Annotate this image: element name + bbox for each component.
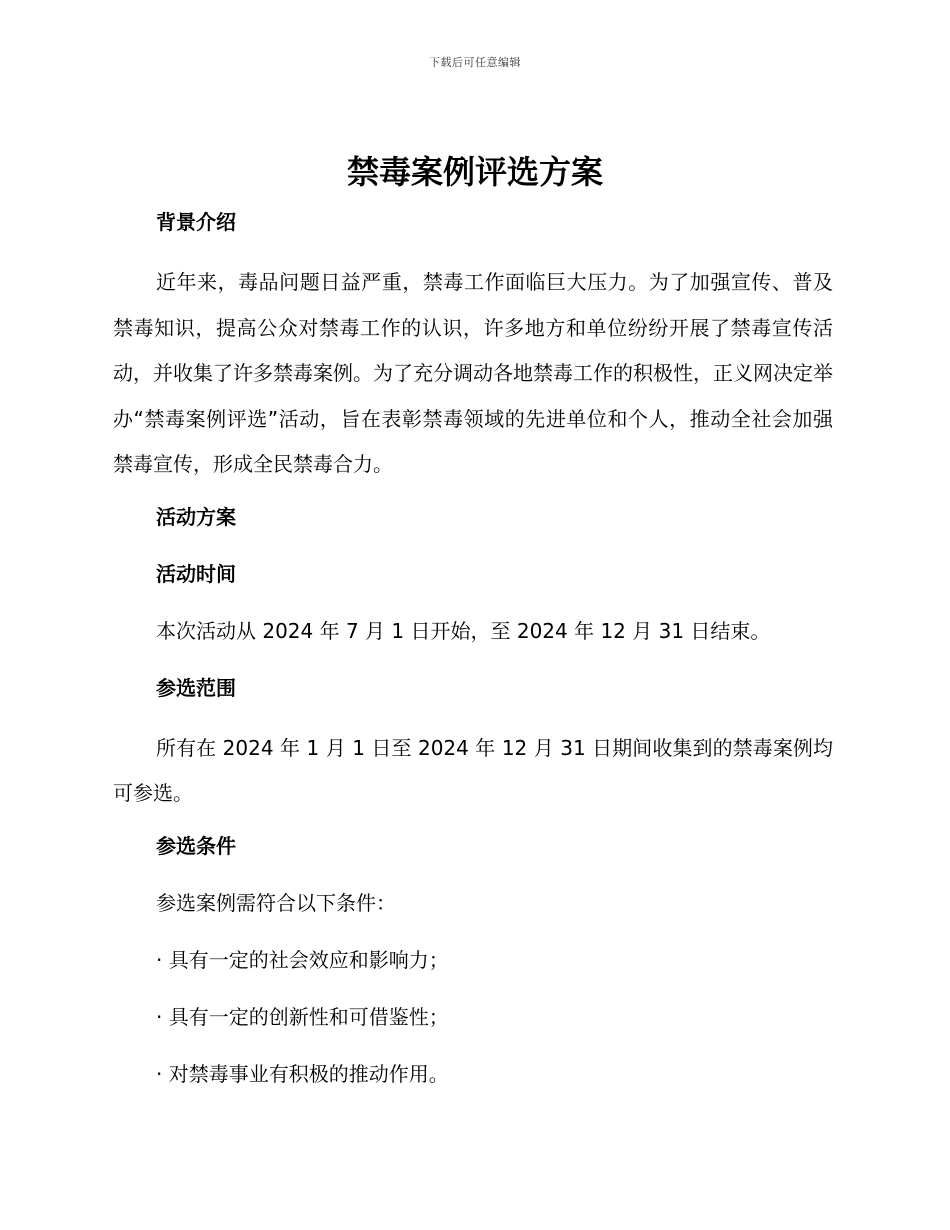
scope-paragraph: 所有在 2024 年 1 月 1 日至 2024 年 12 月 31 日期间收集到的禁毒案例均可参选。 <box>113 735 833 805</box>
background-paragraph: 近年来，毒品问题日益严重，禁毒工作面临巨大压力。为了加强宣传、普及禁毒知识，提高公众对禁毒工作的认识，许多地方和单位纷纷开展了禁毒宣传活动，并收集了许多禁毒案例。为了充分调动各地禁毒工作的积极性，正义网决定举办“禁毒案例评选”活动，旨在表彰禁毒领域的先进单位和个人，推动全社会加强禁毒宣传，形成全民禁毒合力。 <box>113 270 833 476</box>
section-heading-conditions: 参选条件 <box>156 833 236 858</box>
section-heading-background: 背景介绍 <box>156 210 236 234</box>
document-title: 禁毒案例评选方案 <box>346 153 603 191</box>
condition-item: · 具有一定的创新性和可借鉴性； <box>156 1004 449 1029</box>
section-heading-plan: 活动方案 <box>156 504 236 529</box>
conditions-intro: 参选案例需符合以下条件： <box>156 890 396 915</box>
document-body <box>113 203 833 1112</box>
section-heading-time: 活动时间 <box>156 561 236 586</box>
section-heading-scope: 参选范围 <box>156 675 236 700</box>
condition-item: · 对禁毒事业有积极的推动作用。 <box>156 1061 449 1086</box>
header-note: 下载后可任意编辑 <box>429 56 521 69</box>
time-paragraph: 本次活动从 2024 年 7 月 1 日开始，至 2024 年 12 月 31 日结束。 <box>156 618 771 643</box>
condition-item: · 具有一定的社会效应和影响力； <box>156 947 449 972</box>
